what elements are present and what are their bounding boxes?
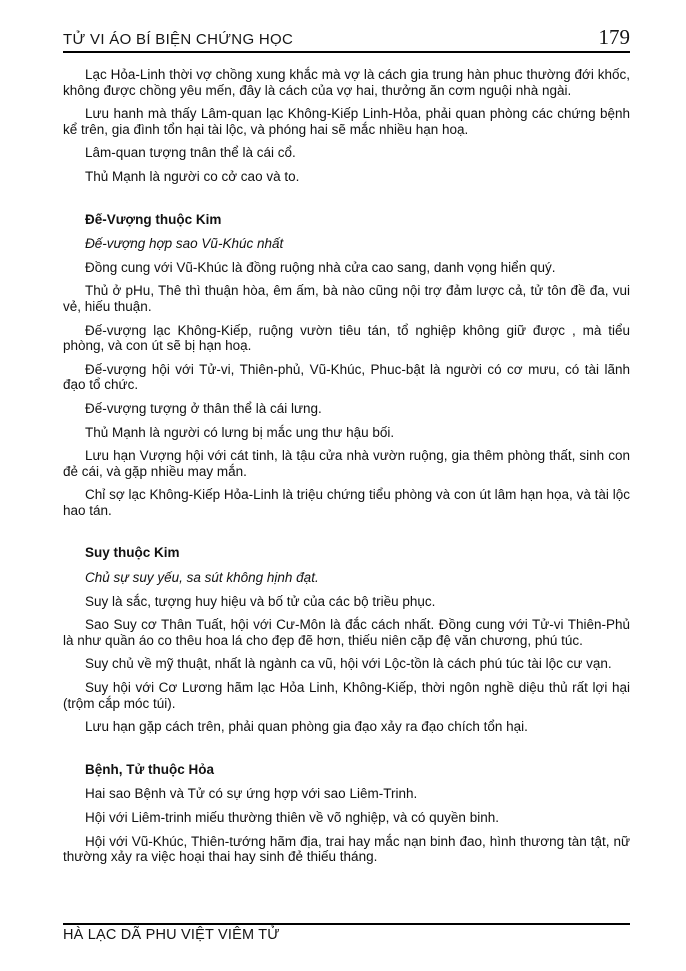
paragraph: Suy là sắc, tượng huy hiệu và bố tử của các bộ triều phục. — [85, 593, 436, 609]
paragraph: Chỉ sợ lạc Không-Kiếp Hỏa-Linh là triệu chứng tiểu phòng và con út lâm hạn họa, và tài lộc hao tán. — [63, 487, 630, 518]
paragraph: Đế-vượng lạc Không-Kiếp, ruộng vườn tiêu tán, tổ nghiệp không giữ được , mà tiểu phòng, và con út sẽ bị hạn hoạ. — [63, 322, 630, 354]
running-title: TỬ VI ÁO BÍ BIỆN CHỨNG HỌC — [63, 31, 294, 48]
paragraph: Đồng cung với Vũ-Khúc là đồng ruộng nhà cửa cao sang, danh vọng hiển quý. — [85, 259, 556, 275]
paragraph: Lưu hạn gặp cách trên, phải quan phòng gia đạo xảy ra đạo chích tổn hại. — [85, 719, 528, 735]
footer-text: HÀ LẠC DÃ PHU VIỆT VIÊM TỬ — [63, 927, 280, 943]
section-heading: Đế-Vượng thuộc Kim — [85, 211, 222, 227]
section-heading: Bệnh, Tử thuộc Hỏa — [85, 761, 215, 777]
paragraph: Lưu hanh mà thấy Lâm-quan lạc Không-Kiếp Linh-Hỏa, phải quan phòng các chứng bệnh kể trên, gia đình tổn hại tài lộc, và phóng hai sẽ mắc nhiều hạn hoạ. — [63, 106, 630, 137]
paragraph: Thủ ở pHu, Thê thì thuận hòa, êm ấm, bà nào cũng nội trợ đảm lược cả, tử tôn đề đa, vui vẻ, hiếu thuận. — [63, 283, 630, 314]
paragraph: Suy chủ về mỹ thuật, nhất là ngành ca vũ, hội với Lộc-tồn là cách phú túc tài lộc cư vạn. — [85, 656, 612, 672]
paragraph: Thủ Mạnh là người co cở cao và to. — [85, 168, 300, 184]
paragraph: Sao Suy cơ Thân Tuất, hội với Cư-Môn là đắc cách nhất. Đồng cung với Tử-vi Thiên-Phủ là như quần áo co thêu hoa lá cho đẹp đẽ hơn, thiếu niên cặp đệ văn chương, phú túc. — [63, 617, 630, 648]
paragraph: Suy hội với Cơ Lương hãm lạc Hỏa Linh, Không-Kiếp, thời ngôn nghề diệu thủ rất lợi hại (trộm cắp móc túi). — [63, 680, 630, 711]
paragraph: Hai sao Bệnh và Tử có sự ứng hợp với sao Liêm-Trinh. — [85, 786, 418, 802]
paragraph: Thủ Mạnh là người có lưng bị mắc ung thư hậu bối. — [85, 424, 395, 440]
paragraph: Đế-vượng hội với Tử-vi, Thiên-phủ, Vũ-Khúc, Phuc-bật là người có cơ mưu, có tài lãnh đạo tổ chức. — [63, 361, 630, 393]
paragraph: Lâm-quan tượng tnân thể là cái cổ. — [85, 145, 296, 161]
page-body — [63, 67, 630, 865]
paragraph: Lạc Hỏa-Linh thời vợ chồng xung khắc mà vợ là cách gia trung hàn phuc thường đới khốc, không được chồng yêu mến, đây là cách của vợ hai, thưởng ăn cơm nguội nhà ngài. — [63, 67, 630, 98]
page-header — [63, 27, 630, 53]
section-heading: Suy thuộc Kim — [85, 545, 180, 561]
section-subtitle: Chủ sự suy yếu, sa sút không hịnh đạt. — [85, 570, 319, 586]
paragraph: Hội với Liêm-trinh miếu thường thiên về võ nghiệp, và có quyền binh. — [85, 810, 499, 825]
paragraph: Hội với Vũ-Khúc, Thiên-tướng hãm địa, trai hay mắc nạn binh đao, hình thương tàn tật, nữ thường xảy ra việc hoại thai hay sinh đẻ thiếu tháng. — [63, 833, 630, 865]
page-footer — [63, 923, 630, 943]
section-subtitle: Đế-vượng hợp sao Vũ-Khúc nhất — [85, 236, 284, 252]
page-number: 179 — [598, 25, 630, 49]
paragraph: Đế-vượng tượng ở thân thể là cái lưng. — [85, 400, 322, 416]
paragraph: Lưu hạn Vượng hội với cát tinh, là tậu cửa nhà vườn ruộng, gia thêm phòng thất, sinh con đẻ cái, và gặp nhiều may mắn. — [63, 448, 630, 479]
